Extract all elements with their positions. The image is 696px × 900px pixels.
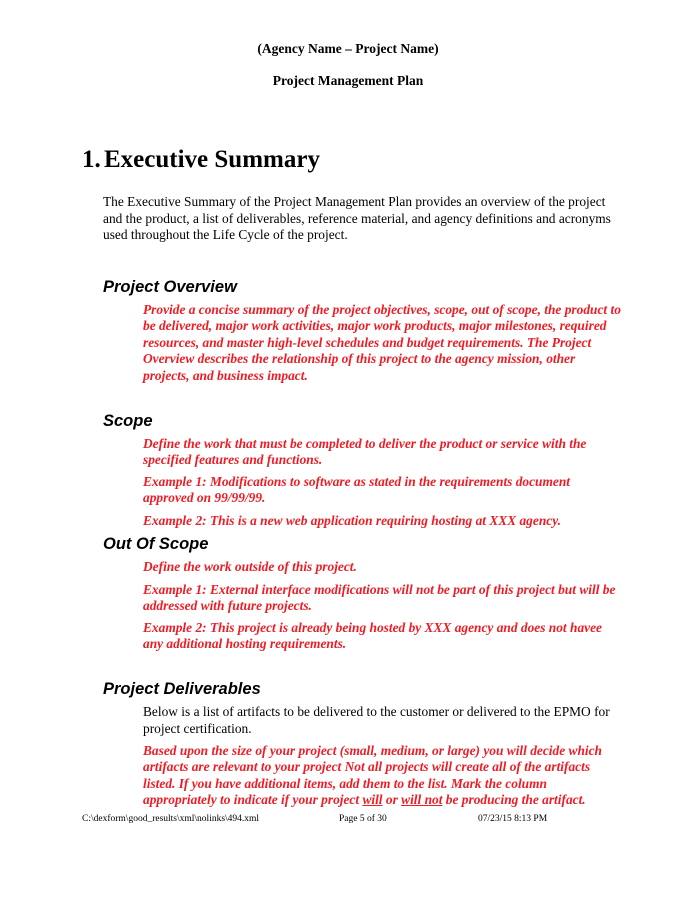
project-overview-guidance: Provide a concise summary of the project objectives, scope, out of scope, the product to be delivered, major work activities, major work products, major milestones, required resources, and master high-level schedules and budget requirements. The Project Overview describes the relationship of this project to the agency mission, other projects, and business impact. <box>143 302 621 383</box>
scope-heading: Scope <box>103 412 153 430</box>
or-text: or <box>382 792 402 808</box>
out-of-scope-example-2: Example 2: This project is already being hosted by XXX agency and does not havee any additional hosting requirements. <box>143 620 602 652</box>
scope-example-1: Example 1: Modifications to software as stated in the requirements document approved on 99/99/99. <box>143 474 571 506</box>
footer-file-path: C:\dexform\good_results\xml\nolinks\494.xml <box>82 814 260 824</box>
footer-datetime: 07/23/15 8:13 PM <box>478 814 548 824</box>
header-agency-project: (Agency Name – Project Name) <box>257 41 439 56</box>
header-document-title: Project Management Plan <box>272 73 424 88</box>
deliverables-guidance <box>143 743 623 809</box>
project-deliverables-heading: Project Deliverables <box>103 680 261 698</box>
section-title: Executive Summary <box>104 146 320 173</box>
will-underlined: will <box>362 792 383 808</box>
footer-page-number: Page 5 of 30 <box>339 814 387 824</box>
out-of-scope-heading: Out Of Scope <box>103 535 209 553</box>
project-overview-heading: Project Overview <box>103 278 237 296</box>
deliverables-guidance-end: be producing the artifact. <box>442 792 586 808</box>
section-heading <box>82 146 320 174</box>
section-number: 1. <box>82 146 101 173</box>
will-not-underlined: will not <box>401 792 443 808</box>
deliverables-intro: Below is a list of artifacts to be delivered to the customer or delivered to the EPMO for project certification. <box>143 704 610 736</box>
out-of-scope-guidance: Define the work outside of this project. <box>143 559 357 574</box>
out-of-scope-example-1: Example 1: External interface modifications will not be part of this project but will be addressed with future projects. <box>143 582 616 614</box>
scope-guidance: Define the work that must be completed to deliver the product or service with the specified features and functions. <box>143 436 587 468</box>
deliverables-guidance-text: Based upon the size of your project (small, medium, or large) you will decide which artifacts are relevant to your project Not all projects will create all of the artifacts listed. If you have additional items, add them to the list. Mark the column appropriately to indicate if your project <box>143 743 603 808</box>
executive-summary-intro: The Executive Summary of the Project Management Plan provides an overview of the project and the product, a list of deliverables, reference material, and agency definitions and acronyms used throughout the Life Cycle of the project. <box>103 194 611 242</box>
scope-example-2: Example 2: This is a new web application requiring hosting at XXX agency. <box>143 513 562 528</box>
